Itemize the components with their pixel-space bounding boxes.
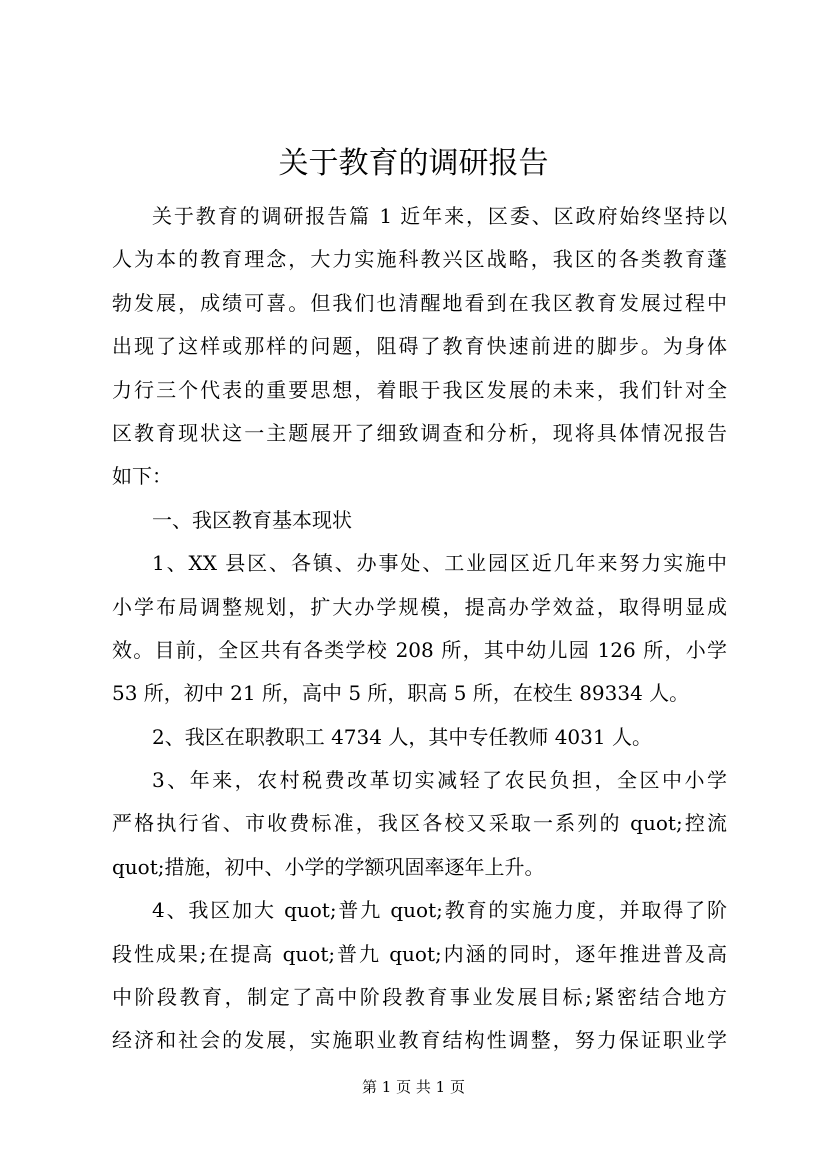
text-line: 53 所，初中 21 所，高中 5 所，职高 5 所，在校生 89334 人。 [112, 681, 690, 706]
text-line: 严格执行省、市收费标准，我区各校又采取一系列的 quot;控流 [112, 811, 727, 836]
text-line: 勃发展，成绩可喜。但我们也清醒地看到在我区教育发展过程中 [112, 290, 727, 315]
text-line: 段性成果;在提高 quot;普九 quot;内涵的同时，逐年推进普及高 [112, 941, 727, 966]
document-body [112, 195, 727, 1063]
text-line: 关于教育的调研报告篇 1 近年来，区委、区政府始终坚持以 [152, 204, 727, 228]
text-line: 效。目前，全区共有各类学校 208 所，其中幼儿园 126 所，小学 [112, 637, 727, 662]
text-line: 2、我区在职教职工 4734 人，其中专任教师 4031 人。 [152, 724, 652, 749]
text-line: 如下： [112, 464, 172, 489]
page-number-footer: 第 1 页 共 1 页 [362, 1078, 465, 1096]
text-line: 3、年来，农村税费改革切实减轻了农民负担，全区中小学 [152, 768, 727, 793]
text-line: quot;措施，初中、小学的学额巩固率逐年上升。 [112, 854, 545, 879]
text-line: 经济和社会的发展，实施职业教育结构性调整，努力保证职业学 [112, 1028, 727, 1053]
text-line: 小学布局调整规划，扩大办学规模，提高办学效益，取得明显成 [112, 594, 727, 619]
text-line: 人为本的教育理念，大力实施科教兴区战略，我区的各类教育蓬 [112, 247, 727, 272]
document-title: 关于教育的调研报告 [278, 146, 549, 181]
text-line: 4、我区加大 quot;普九 quot;教育的实施力度，并取得了阶 [152, 898, 727, 923]
section-heading: 一、我区教育基本现状 [152, 507, 352, 532]
text-line: 区教育现状这一主题展开了细致调查和分析，现将具体情况报告 [112, 420, 727, 445]
text-line: 力行三个代表的重要思想，着眼于我区发展的未来，我们针对全 [112, 377, 727, 402]
text-line: 出现了这样或那样的问题，阻碍了教育快速前进的脚步。为身体 [112, 334, 727, 359]
text-line: 中阶段教育，制定了高中阶段教育事业发展目标;紧密结合地方 [112, 985, 727, 1010]
text-line: 1、XX 县区、各镇、办事处、工业园区近几年来努力实施中 [152, 551, 727, 576]
